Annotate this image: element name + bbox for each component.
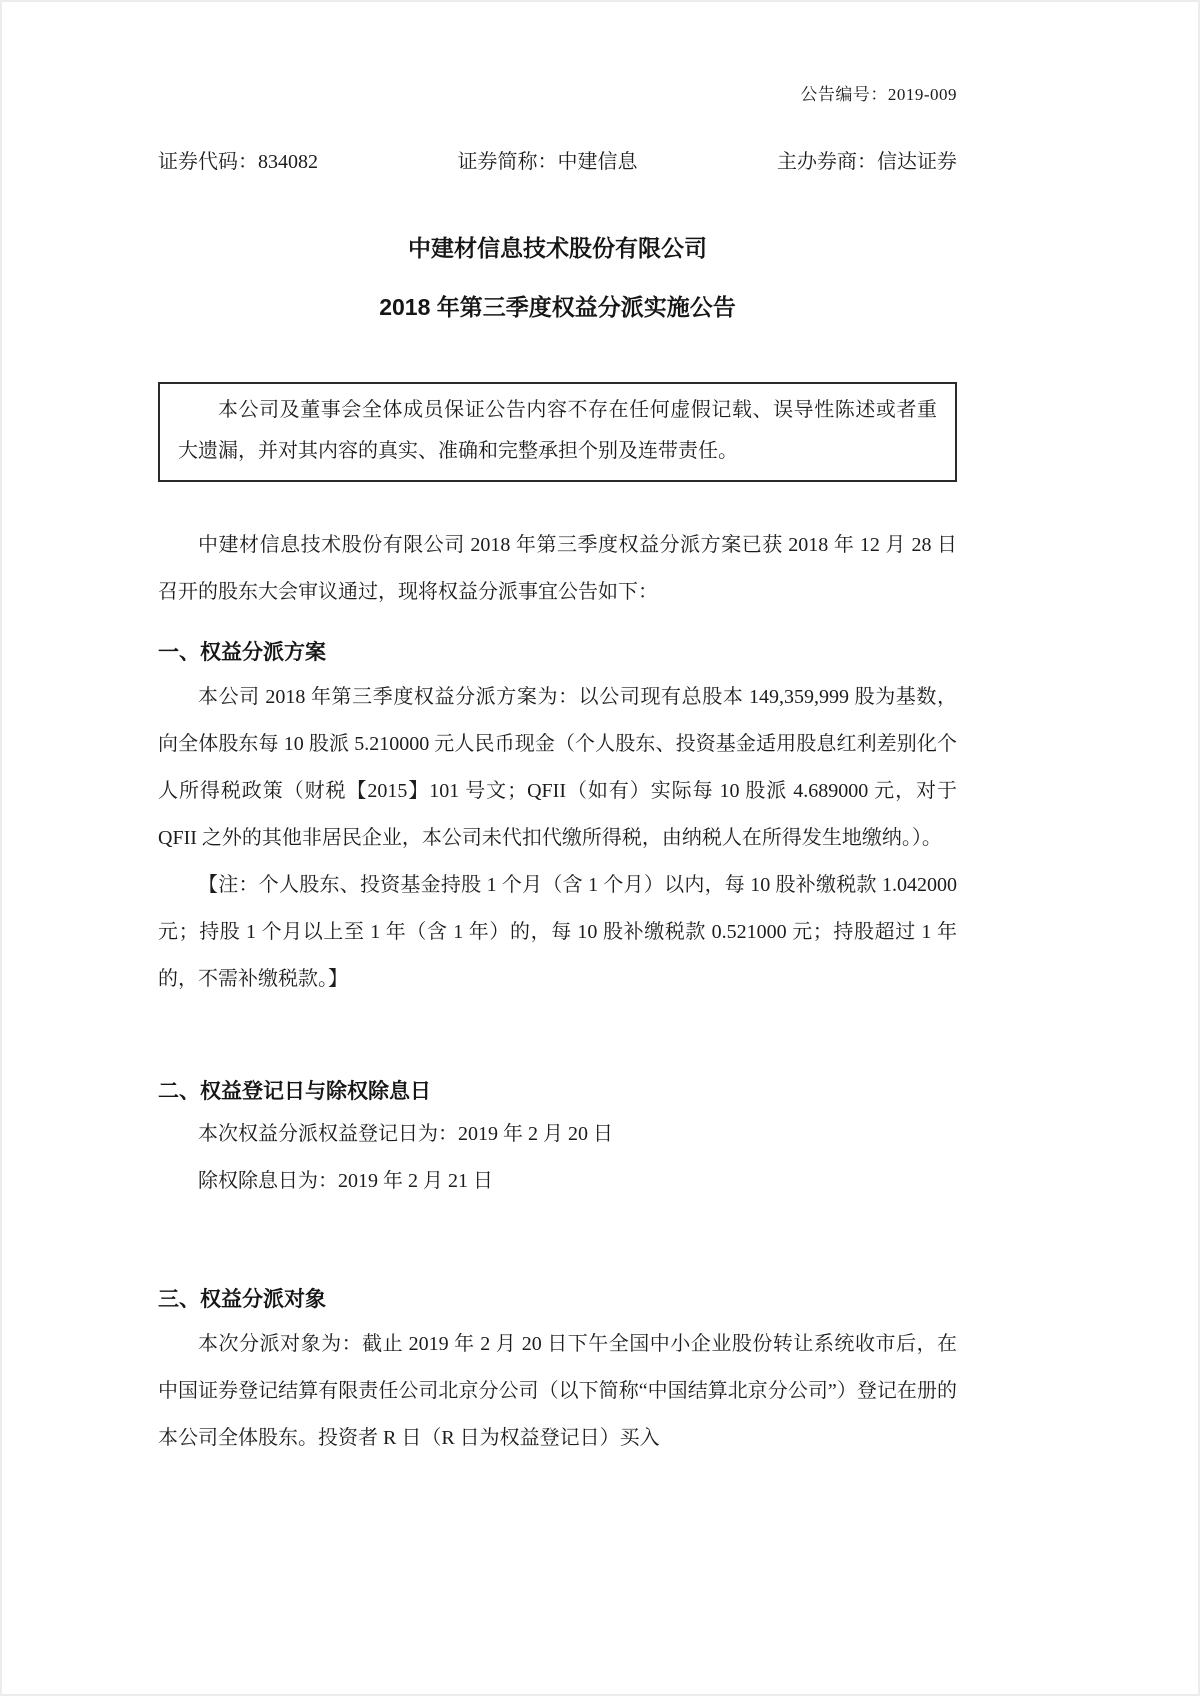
announcement-number: 公告编号：2019-009 [800,85,957,104]
announcement-title: 2018 年第三季度权益分派实施公告 [379,294,736,320]
company-name-title: 中建材信息技术股份有限公司 [408,235,707,261]
section-heading-distribution-targets: 三、权益分派对象 [158,1288,326,1311]
dividend-plan-paragraph: 本公司 2018 年第三季度权益分派方案为：以公司现有总股本 149,359,999 股为基数，向全体股东每 10 股派 5.210000 元人民币现金（个人股东、投资基金适用股息红利差别化个人所得税政策（财税【2015】101 号文；QFII（如有）实际每 10 股派 4.689000 元，对于 QFII 之外的其他非居民企业，本公司未代扣代缴所得税，由纳税人在所得发生地缴纳。）。 [158,686,957,849]
securities-header [158,145,957,174]
ex-dividend-date-line: 除权除息日为：2019 年 2 月 21 日 [198,1170,493,1192]
sponsor-label: 主办券商：信达证券 [777,151,957,173]
section-heading-record-date: 二、权益登记日与除权除息日 [158,1080,431,1103]
disclaimer-box [158,382,957,482]
tax-note-paragraph: 【注：个人股东、投资基金持股 1 个月（含 1 个月）以内，每 10 股补缴税款 1.042000 元；持股 1 个月以上至 1 年（含 1 年）的，每 10 股补缴税款 0.521000 元；持股超过 1 年的，不需补缴税款。】 [158,874,957,990]
section-heading-dividend-plan: 一、权益分派方案 [158,641,326,664]
disclaimer-text: 本公司及董事会全体成员保证公告内容不存在任何虚假记载、误导性陈述或者重大遗漏，并对其内容的真实、准确和完整承担个别及连带责任。 [178,399,937,462]
record-date-line: 本次权益分派权益登记日为：2019 年 2 月 20 日 [198,1123,613,1145]
intro-paragraph: 中建材信息技术股份有限公司 2018 年第三季度权益分派方案已获 2018 年 12 月 28 日召开的股东大会审议通过，现将权益分派事宜公告如下： [158,534,957,603]
stock-code-label: 证券代码：834082 [158,151,318,173]
distribution-targets-paragraph: 本次分派对象为：截止 2019 年 2 月 20 日下午全国中小企业股份转让系统收市后，在中国证券登记结算有限责任公司北京分公司（以下简称“中国结算北京分公司”）登记在册的本公司全体股东。投资者 R 日（R 日为权益登记日）买入 [158,1333,957,1449]
stock-name-label: 证券简称：中建信息 [457,151,638,173]
